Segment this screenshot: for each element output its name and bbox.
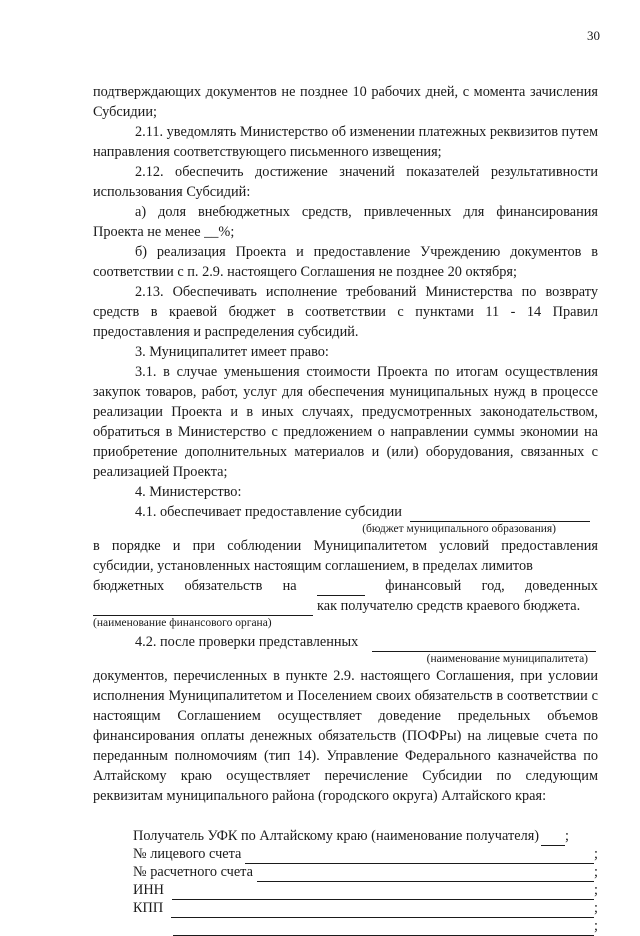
caption-municipality: (наименование муниципалитета): [426, 653, 588, 665]
requisites-block: [93, 828, 598, 936]
recipient-blank-line: [541, 831, 565, 846]
paragraph-4-2-start: 4.2. после проверки представленных: [135, 634, 359, 650]
kpp-blank-line: [171, 904, 594, 918]
requisite-settlement-account: № расчетного счета ;: [133, 864, 598, 880]
requisite-kpp: КПП ;: [133, 900, 598, 916]
municipality-blank-line: [372, 637, 596, 652]
requisite-inn: ИНН ;: [133, 882, 598, 898]
paragraph-4-1-first-line: [93, 502, 598, 522]
caption-budget: (бюджет муниципального образования): [362, 523, 556, 535]
settlement-account-blank-line: [257, 868, 594, 882]
budget-blank-line: [410, 507, 590, 522]
caption-fin-org: (наименование финансового органа): [93, 617, 272, 629]
word: обязательств: [184, 578, 263, 594]
paragraph-4: 4. Министерство:: [135, 484, 242, 500]
word: год,: [481, 578, 505, 594]
word: доведенных: [525, 578, 598, 594]
requisite-recipient: Получатель УФК по Алтайскому краю (наименование получателя) ;: [133, 828, 570, 844]
paragraph-intro: подтверждающих документов не позднее 10 рабочих дней, с момента зачисления Субсидии;: [93, 84, 598, 120]
requisite-label: Получатель УФК по Алтайскому краю (наименование получателя): [133, 828, 540, 844]
requisite-label: № лицевого счета: [133, 846, 242, 862]
paragraph-2-13: 2.13. Обеспечивать исполнение требований Министерства по возврату средств в краевой бюджет в соответствии с пунктами 11 - 14 Правил предоставления и распределения субсидий.: [93, 284, 598, 340]
paragraph-3-1: 3.1. в случае уменьшения стоимости Проекта по итогам осуществления закупок товаров, работ, услуг для обеспечения муниципальных нужд в процессе реализации Проекта и в иных случаях, предусмотренных законодательством, обратиться в Министерство с предложением о направлении суммы экономии на приобретение дополнительных материалов и (или) оборудования, связанных с реализацией Проекта;: [93, 364, 598, 480]
paragraph-2-12-b: б) реализация Проекта и предоставление Учреждению документов в соответствии с п. 2.9. настоящего Соглашения не позднее 20 октября;: [93, 244, 598, 280]
requisite-label: КПП: [133, 900, 164, 916]
requisite-extra: ;: [133, 918, 598, 936]
inn-blank-line: [172, 886, 594, 900]
paragraph-4-2-first-line: [93, 632, 598, 652]
paragraph-2-11: 2.11. уведомлять Министерство об изменении платежных реквизитов путем направления соответствующего письменного извещения;: [93, 124, 598, 160]
paragraph-4-2-cont: документов, перечисленных в пункте 2.9. настоящего Соглашения, при условии исполнения Муниципалитетом и Поселением своих обязательств в соответствии с настоящим Соглашением осуществляет доведение предельных объемов финансирования оплаты денежных обязательств (ПОФРы) на лицевые счета по переданным полномочиям (тип 14). Управление Федерального казначейства по Алтайскому краю осуществляет перечисление Субсидии по следующим реквизитам муниципального района (городского округа) Алтайского края:: [93, 668, 598, 804]
fin-org-blank-line: [93, 601, 313, 616]
requisite-label: № расчетного счета: [133, 864, 253, 880]
paragraph-4-1-end: как получателю средств краевого бюджета.: [317, 598, 581, 614]
paragraph-4-1-cont: в порядке и при соблюдении Муниципалитетом условий предоставления субсидии, установленных настоящим соглашением, в пределах лимитов: [93, 538, 598, 574]
word: бюджетных: [93, 578, 165, 594]
page-number: 30: [587, 28, 600, 43]
extra-blank-line: [173, 922, 594, 936]
paragraph-2-12-a: а) доля внебюджетных средств, привлеченных для финансирования Проекта не менее __%;: [93, 204, 598, 240]
document-body: [93, 82, 598, 936]
word: на: [282, 578, 297, 594]
requisite-personal-account: № лицевого счета ;: [133, 846, 598, 862]
paragraph-4-1-start: 4.1. обеспечивает предоставление субсидии: [135, 504, 402, 520]
requisite-label: ИНН: [133, 882, 164, 898]
year-blank-line: [317, 581, 365, 596]
personal-account-blank-line: [245, 850, 594, 864]
paragraph-3: 3. Муниципалитет имеет право:: [135, 344, 329, 360]
paragraph-2-12: 2.12. обеспечить достижение значений показателей результативности использования Субсидий:: [93, 164, 598, 200]
paragraph-4-1-line4: [93, 596, 598, 616]
paragraph-4-1-line3: [93, 576, 598, 596]
word: финансовый: [385, 578, 462, 594]
